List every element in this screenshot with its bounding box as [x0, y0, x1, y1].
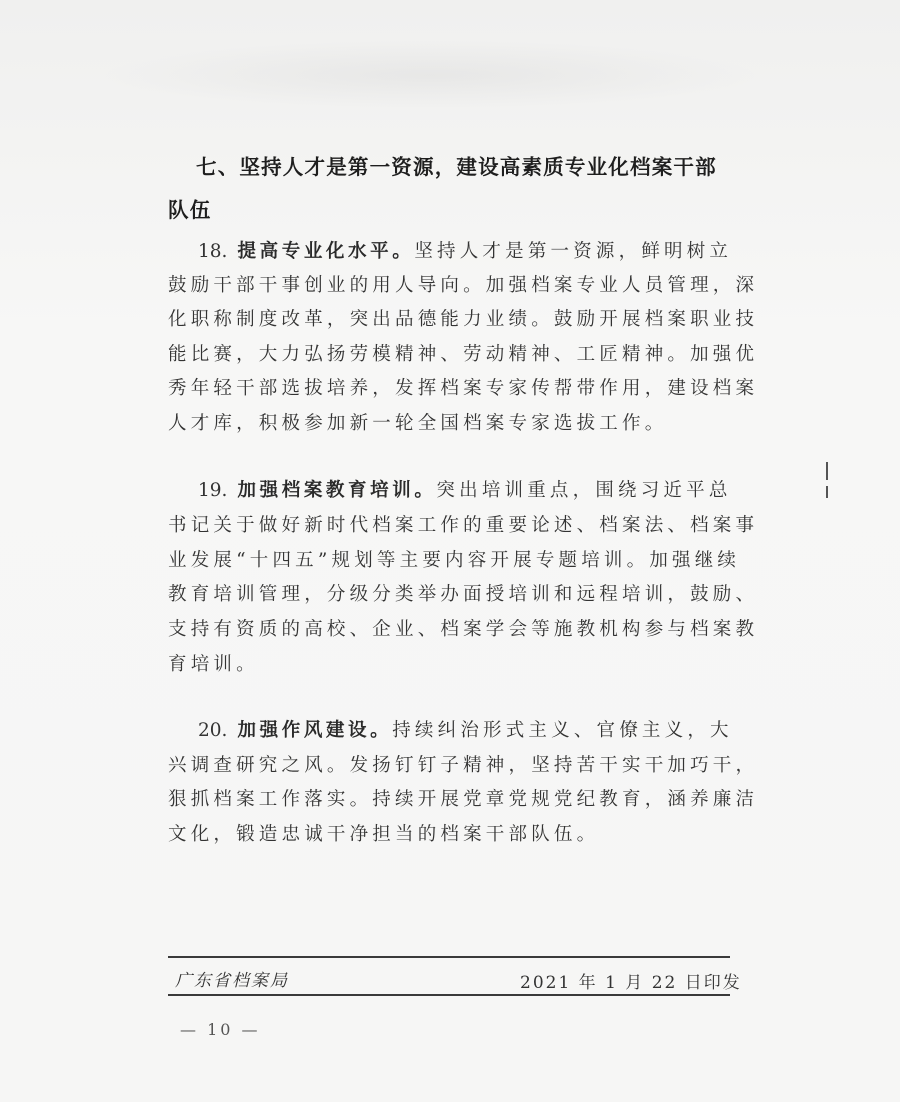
paragraph-19-line-3: 业发展“十四五”规划等主要内容开展专题培训。加强继续 [168, 550, 741, 571]
paragraph-20-line-4: 文化，锻造忠诚干净担当的档案干部队伍。 [168, 824, 600, 845]
paragraph-20-text: 持续纠治形式主义、官僚主义，大 [392, 720, 733, 741]
paragraph-19-line-1 [198, 476, 768, 502]
paragraph-19-text: 突出培训重点，围绕习近平总 [436, 480, 732, 501]
paragraph-19-number: 19. [198, 480, 228, 501]
paragraph-19-line-5: 支持有资质的高校、企业、档案学会等施教机构参与档案教 [168, 619, 759, 640]
margin-mark-1 [826, 462, 828, 480]
paragraph-18-text: 坚持人才是第一资源，鲜明树立 [414, 241, 733, 262]
paragraph-18-line-6: 人才库，积极参加新一轮全国档案专家选拔工作。 [168, 413, 668, 434]
paragraph-18-number: 18. [198, 241, 228, 262]
footer-bottom-rule [168, 994, 730, 996]
paragraph-18-lead: 提高专业化水平。 [237, 241, 415, 262]
paragraph-20-line-3: 狠抓档案工作落实。持续开展党章党规党纪教育，涵养廉洁 [168, 789, 759, 810]
page-number: — 10 — [180, 1020, 261, 1039]
scan-shadow [100, 40, 760, 110]
footer-top-rule [168, 956, 730, 958]
section-heading-line1: 七、坚持人才是第一资源，建设高素质专业化档案干部 [196, 155, 717, 179]
paragraph-18-line-2: 鼓励干部干事创业的用人导向。加强档案专业人员管理，深 [168, 275, 759, 296]
paragraph-19-line-6: 育培训。 [168, 654, 259, 675]
paragraph-20-line-1 [198, 716, 768, 742]
paragraph-20-number: 20. [198, 720, 228, 741]
paragraph-18-line-5: 秀年轻干部选拔培养，发挥档案专家传帮带作用，建设档案 [168, 378, 759, 399]
paragraph-19-line-2: 书记关于做好新时代档案工作的重要论述、档案法、档案事 [168, 515, 759, 536]
paragraph-18-line-3: 化职称制度改革，突出品德能力业绩。鼓励开展档案职业技 [168, 309, 759, 330]
footer-date: 2021 年 1 月 22 日印发 [520, 973, 742, 993]
paragraph-19-lead: 加强档案教育培训。 [237, 480, 437, 501]
section-heading-line2: 队伍 [168, 198, 212, 222]
paragraph-20-line-2: 兴调查研究之风。发扬钉钉子精神，坚持苦干实干加巧干， [168, 755, 759, 776]
paragraph-19-line-4: 教育培训管理，分级分类举办面授培训和远程培训，鼓励、 [168, 584, 759, 605]
paragraph-20-lead: 加强作风建设。 [237, 720, 393, 741]
footer-issuer: 广东省档案局 [175, 971, 289, 991]
paragraph-18-line-1 [198, 237, 768, 263]
margin-mark-2 [826, 486, 828, 498]
paragraph-18-line-4: 能比赛，大力弘扬劳模精神、劳动精神、工匠精神。加强优 [168, 344, 759, 365]
